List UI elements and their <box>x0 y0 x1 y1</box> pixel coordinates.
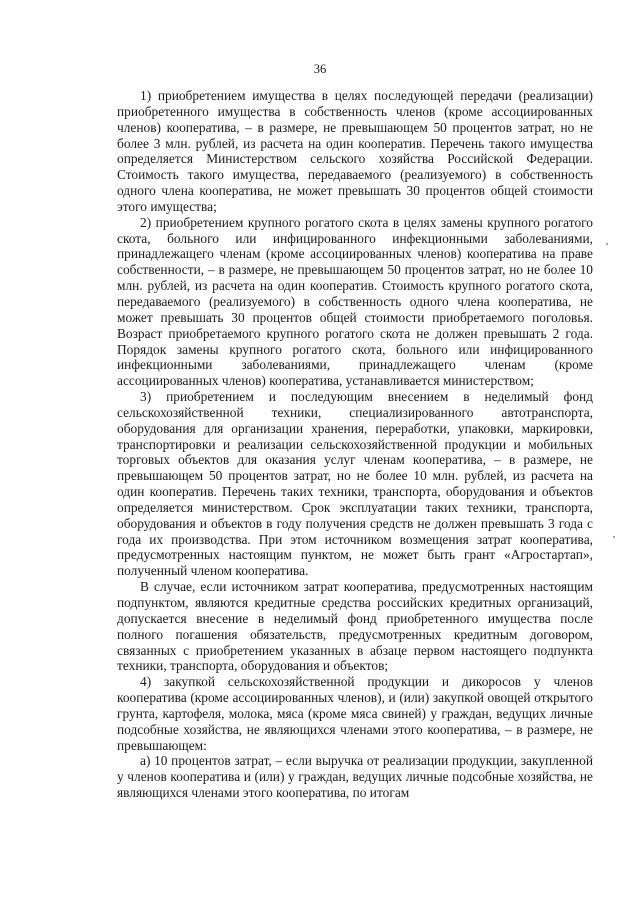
scan-speck <box>613 536 615 538</box>
scan-speck <box>606 243 608 245</box>
paragraph-item-3: 3) приобретением и последующим внесением в неделимый фонд сельскохозяйственной техники, специализированного автотранспорта, оборудования для организации хранения, переработки, упаковки, маркировки, транспортировки и реализации сельскохозяйственной продукции и мобильных торговых объектов для оказания услуг членам кооператива, – в размере, не превышающем 50 процентов затрат, но не более 10 млн. рублей, из расчета на один кооператив. Перечень таких техники, транспорта, оборудования и объектов определяется министерством. Срок эксплуатации таких техники, транспорта, оборудования и объектов в году получения средств не должен превышать 3 года с года их производства. При этом источником возмещения затрат кооператива, предусмотренных настоящим пунктом, не может быть грант «Агростартап», полученный членом кооператива. <box>117 389 593 579</box>
paragraph-item-1: 1) приобретением имущества в целях последующей передачи (реализации) приобретенного имущества в собственность членов (кроме ассоциированных членов) кооператива, – в размере, не превышающем 50 процентов затрат, но не более 3 млн. рублей, из расчета на один кооператив. Перечень такого имущества определяется Министерством сельского хозяйства Российской Федерации. Стоимость такого имущества, передаваемого (реализуемого) в собственность одного члена кооператива, не может превышать 30 процентов общей стоимости этого имущества; <box>117 88 593 214</box>
page-number: 36 <box>313 62 327 76</box>
paragraph-subitem-a: а) 10 процентов затрат, – если выручка от реализации продукции, закупленной у членов кооператива и (или) у граждан, ведущих личные подсобные хозяйства, не являющихся членами этого кооператива, по итогам <box>117 753 593 801</box>
paragraph-item-2: 2) приобретением крупного рогатого скота в целях замены крупного рогатого скота, больного или инфицированного инфекционными заболеваниями, принадлежащего членам (кроме ассоциированных членов) кооператива на праве собственности, – в размере, не превышающем 50 процентов затрат, но не более 10 млн. рублей, из расчета на один кооператив. Стоимость крупного рогатого скота, передаваемого (реализуемого) в собственность одного члена кооператива, не может превышать 30 процентов общей стоимости приобретаемого поголовья. Возраст приобретаемого крупного рогатого скота не должен превышать 2 года. Порядок замены крупного рогатого скота, больного или инфицированного инфекционными заболеваниями, принадлежащего членам (кроме ассоциированных членов) кооператива, устанавливается министерством; <box>117 214 593 389</box>
paragraph-item-4: 4) закупкой сельскохозяйственной продукции и дикоросов у членов кооператива (кроме ассоциированных членов), и (или) закупкой овощей открытого грунта, картофеля, молока, мяса (кроме мяса свиней) у граждан, ведущих личные подсобные хозяйства, не являющихся членами этого кооператива, – в размере, не превышающем: <box>117 674 593 753</box>
paragraph-credit-funds: В случае, если источником затрат кооператива, предусмотренных настоящим подпунктом, являются кредитные средства российских кредитных организаций, допускается внесение в неделимый фонд приобретенного имущества после полного погашения обязательств, предусмотренных кредитным договором, связанных с приобретением указанных в абзаце первом настоящего подпункта техники, транспорта, оборудования и объектов; <box>117 579 593 674</box>
document-body <box>117 88 593 801</box>
